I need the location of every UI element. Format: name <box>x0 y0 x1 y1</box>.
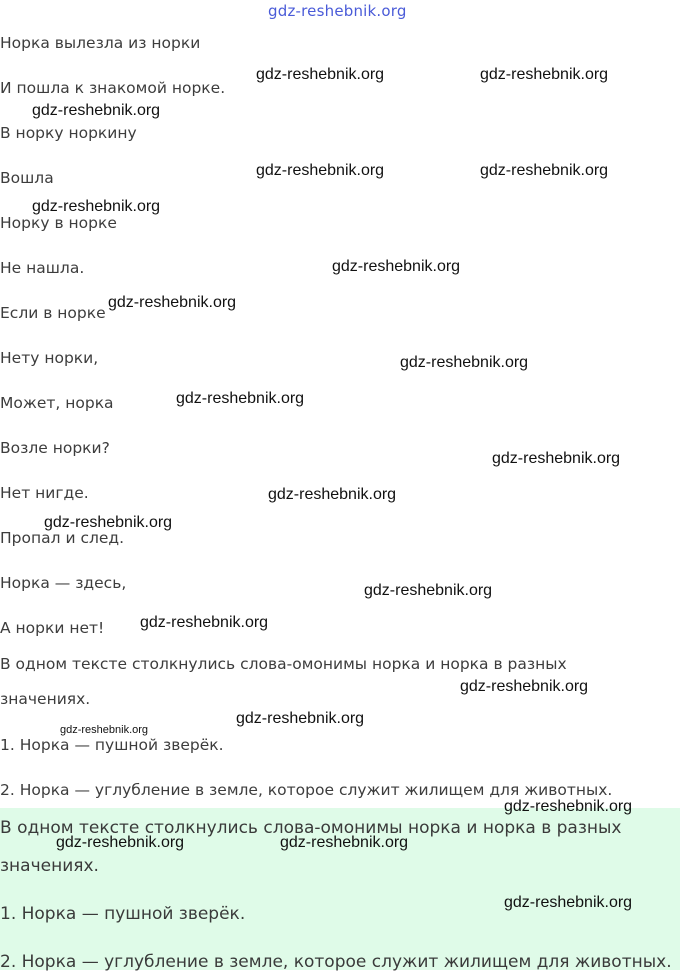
watermark: gdz-reshebnik.org <box>236 710 365 727</box>
poem-line: Нет нигде. <box>0 484 89 502</box>
watermark: gdz-reshebnik.org <box>256 162 385 179</box>
poem-line: Нету норки, <box>0 349 99 367</box>
watermark: gdz-reshebnik.org <box>492 450 621 467</box>
watermark: gdz-reshebnik.org <box>480 162 609 179</box>
poem-line: Пропал и след. <box>0 529 125 547</box>
poem-line: А норки нет! <box>0 619 105 637</box>
explanation-item-2: 2. Норка — углубление в земле, которое служит жилищем для животных. <box>0 781 613 799</box>
watermark: gdz-reshebnik.org <box>60 724 149 736</box>
header-watermark: gdz-reshebnik.org <box>268 2 407 20</box>
watermark: gdz-reshebnik.org <box>268 486 397 503</box>
poem-line: Не нашла. <box>0 259 85 277</box>
watermark: gdz-reshebnik.org <box>256 66 385 83</box>
answer-intro-line-2: значениях. <box>0 856 99 876</box>
explanation-item-1: 1. Норка — пушной зверёк. <box>0 736 224 754</box>
watermark: gdz-reshebnik.org <box>400 354 529 371</box>
watermark: gdz-reshebnik.org <box>504 894 633 911</box>
watermark: gdz-reshebnik.org <box>280 834 409 851</box>
poem-line: Норку в норке <box>0 214 117 232</box>
watermark: gdz-reshebnik.org <box>364 582 493 599</box>
watermark: gdz-reshebnik.org <box>44 514 173 531</box>
answer-item-1: 1. Норка — пушной зверёк. <box>0 904 246 924</box>
watermark: gdz-reshebnik.org <box>332 258 461 275</box>
watermark: gdz-reshebnik.org <box>32 102 161 119</box>
answer-box <box>0 808 680 970</box>
watermark: gdz-reshebnik.org <box>480 66 609 83</box>
watermark: gdz-reshebnik.org <box>176 390 305 407</box>
poem-line: Норка — здесь, <box>0 574 127 592</box>
watermark: gdz-reshebnik.org <box>108 294 237 311</box>
poem-line: Возле норки? <box>0 439 110 457</box>
poem-line: В норку норкину <box>0 124 137 142</box>
watermark: gdz-reshebnik.org <box>32 198 161 215</box>
explanation-intro: В одном тексте столкнулись слова-омонимы норка и норка в разных значениях. <box>0 655 567 708</box>
watermark: gdz-reshebnik.org <box>140 614 269 631</box>
watermark: gdz-reshebnik.org <box>504 798 633 815</box>
watermark: gdz-reshebnik.org <box>56 834 185 851</box>
poem-line: Вошла <box>0 169 54 187</box>
poem-line: Если в норке <box>0 304 106 322</box>
answer-item-2: 2. Норка — углубление в земле, которое служит жилищем для животных. <box>0 952 672 972</box>
poem-line: Может, норка <box>0 394 114 412</box>
answer-intro-line-1: В одном тексте столкнулись слова-омонимы норка и норка в разных <box>0 818 622 838</box>
watermark: gdz-reshebnik.org <box>460 678 589 695</box>
poem-line: И пошла к знакомой норке. <box>0 79 226 97</box>
poem-line: Норка вылезла из норки <box>0 34 201 52</box>
